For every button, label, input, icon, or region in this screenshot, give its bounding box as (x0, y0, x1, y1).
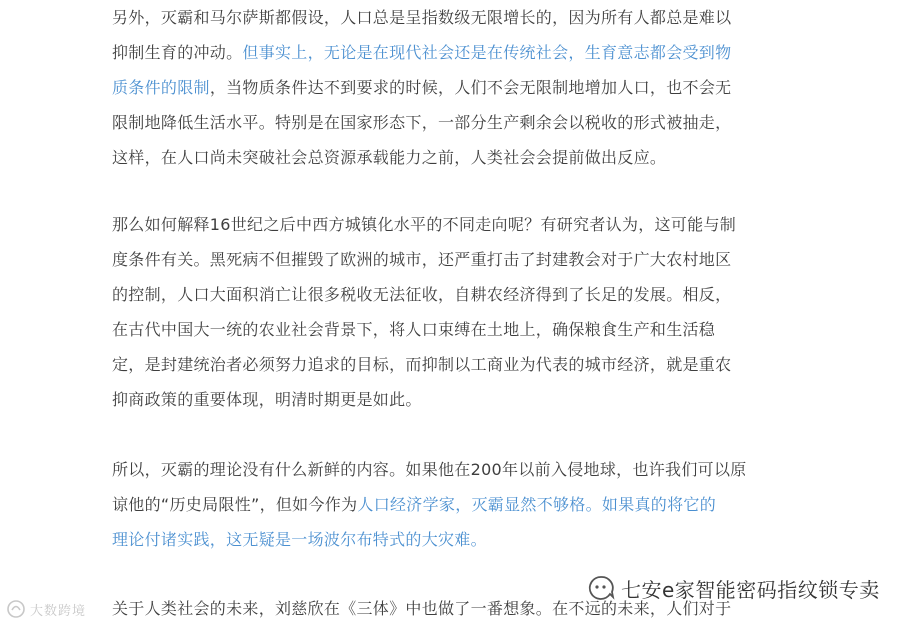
text-line (112, 277, 762, 312)
wechat-official-account-icon (587, 574, 615, 602)
paragraph-1 (112, 0, 762, 175)
brand-logo-icon (6, 599, 26, 619)
text-line (112, 70, 762, 105)
paragraph-3 (112, 452, 762, 557)
text-line (112, 347, 762, 382)
body-text: 在古代中国大一统的农业社会背景下，将人口束缚在土地上，确保粮食生产和生活稳 (112, 320, 716, 339)
body-text: 定，是封建统治者必须努力追求的目标，而抑制以工商业为代表的城市经济，就是重农 (112, 355, 732, 374)
body-text: 的控制，人口大面积消亡让很多税收无法征收，自耕农经济得到了长足的发展。相反， (112, 285, 732, 304)
paragraph-2 (112, 207, 762, 417)
highlighted-text: 理论付诸实践，这无疑是一场波尔布特式的大灾难。 (112, 530, 487, 549)
text-line (112, 35, 762, 70)
text-line (112, 522, 762, 557)
highlighted-text: 但事实上，无论是在现代社会还是在传统社会，生育意志都会受到物 (242, 43, 732, 62)
text-line (112, 242, 762, 277)
body-text: 抑制生育的冲动。 (112, 43, 243, 62)
body-text: 那么如何解释16世纪之后中西方城镇化水平的不同走向呢？有研究者认为，这可能与制 (112, 215, 737, 234)
body-text: 关于人类社会的未来，刘慈欣在《三体》中也做了一番想象。在不远的未来，人们对于 (112, 599, 732, 618)
text-line (112, 382, 762, 417)
highlighted-text: 人口经济学家，灭霸显然不够格。如果真的将它的 (357, 495, 716, 514)
highlighted-text: 质条件的限制 (112, 78, 210, 97)
body-text: 限制地降低生活水平。特别是在国家形态下，一部分生产剩余会以税收的形式被抽走， (112, 113, 732, 132)
text-line (112, 0, 762, 35)
body-text: 抑商政策的重要体现，明清时期更是如此。 (112, 390, 422, 409)
text-line (112, 207, 762, 242)
text-line (112, 140, 762, 175)
body-text: 度条件有关。黑死病不但摧毁了欧洲的城市，还严重打击了封建教会对于广大农村地区 (112, 250, 732, 269)
text-line (112, 312, 762, 347)
account-watermark-text: 七安e家智能密码指纹锁专卖 (621, 577, 880, 602)
body-text: 这样，在人口尚未突破社会总资源承载能力之前，人类社会会提前做出反应。 (112, 148, 667, 167)
body-text: 谅他的“历史局限性”，但如今作为 (112, 495, 358, 514)
body-text: ，当物质条件达不到要求的时候，人们不会无限制地增加人口，也不会无 (209, 78, 732, 97)
account-watermark (587, 570, 880, 606)
body-text: 另外，灭霸和马尔萨斯都假设，人口总是呈指数级无限增长的，因为所有人都总是难以 (112, 8, 732, 27)
source-watermark (6, 596, 86, 622)
body-text: 所以，灭霸的理论没有什么新鲜的内容。如果他在200年以前入侵地球，也许我们可以原 (112, 460, 747, 479)
text-line (112, 452, 762, 487)
source-watermark-text: 大数跨境 (30, 603, 87, 619)
text-line (112, 487, 762, 522)
text-line (112, 105, 762, 140)
